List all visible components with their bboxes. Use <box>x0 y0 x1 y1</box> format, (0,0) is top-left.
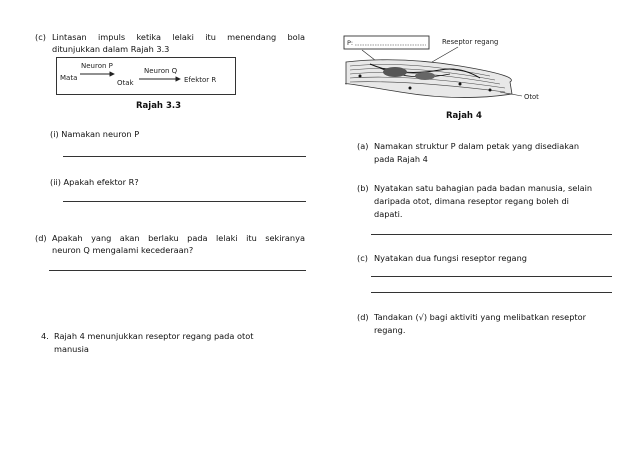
question-b-line2: daripada otot, dimana reseptor regang boleh di <box>374 196 569 206</box>
question-ii: (ii) Apakah efektor R? <box>50 177 139 187</box>
answer-line-rc-2[interactable] <box>371 292 612 293</box>
answer-line-d[interactable] <box>49 270 306 271</box>
question-i: (i) Namakan neuron P <box>50 129 140 139</box>
neuron-p-text: Neuron P <box>81 62 113 70</box>
otot-label: Otot <box>524 93 539 101</box>
question-b-label: (b) <box>357 183 369 193</box>
figure-4-title: Rajah 4 <box>446 111 482 121</box>
question-a-label: (a) <box>357 141 369 151</box>
question-rd-label: (d) <box>357 312 369 322</box>
question-a-line1: Namakan struktur P dalam petak yang disediakan <box>374 141 580 151</box>
answer-line-rc-1[interactable] <box>371 276 612 277</box>
neuron-pathway-diagram <box>56 57 236 95</box>
figure-3-3-title: Rajah 3.3 <box>136 101 181 111</box>
question-d-line2: neuron Q mengalami kecederaan? <box>52 245 194 255</box>
receptor-label: Reseptor regang <box>442 38 499 46</box>
question-rd-line2: regang. <box>374 325 406 335</box>
efektor-text: Efektor R <box>184 76 217 84</box>
neuron-q-text: Neuron Q <box>144 67 178 75</box>
question-b-line1: Nyatakan satu bahagian pada badan manusia, selain <box>374 183 593 193</box>
figure-3-3 <box>56 57 236 95</box>
question-d-line1: Apakah yang akan berlaku pada lelaki itu sekiranya <box>52 233 305 243</box>
mata-text: Mata <box>60 74 78 82</box>
question-d-label: (d) <box>35 233 47 243</box>
answer-line-ii[interactable] <box>63 201 306 202</box>
question-b-line3: dapati. <box>374 209 403 219</box>
question-4-line1: Rajah 4 menunjukkan reseptor regang pada otot <box>54 331 254 341</box>
figure-4 <box>340 32 555 110</box>
question-rc-label: (c) <box>357 253 368 263</box>
receptor-pointer <box>432 47 458 62</box>
answer-line-i[interactable] <box>63 156 306 157</box>
question-c-line1: Lintasan impuls ketika lelaki itu menendang bola <box>52 32 305 42</box>
stretch-receptor-diagram <box>340 32 555 110</box>
question-rd-line1: Tandakan (√) bagi aktiviti yang melibatkan reseptor <box>374 312 586 322</box>
question-a-line2: pada Rajah 4 <box>374 154 428 164</box>
receptor-coil <box>383 67 407 77</box>
question-rc-text: Nyatakan dua fungsi reseptor regang <box>374 253 527 263</box>
question-c-label: (c) <box>35 32 46 42</box>
otak-text: Otak <box>117 79 134 87</box>
p-label: P: <box>347 39 354 47</box>
question-4-label: 4. <box>41 331 49 341</box>
question-4-line2: manusia <box>54 344 89 354</box>
p-box <box>344 36 429 49</box>
question-c-line2: ditunjukkan dalam Rajah 3.3 <box>52 44 170 54</box>
answer-line-b[interactable] <box>371 234 612 235</box>
